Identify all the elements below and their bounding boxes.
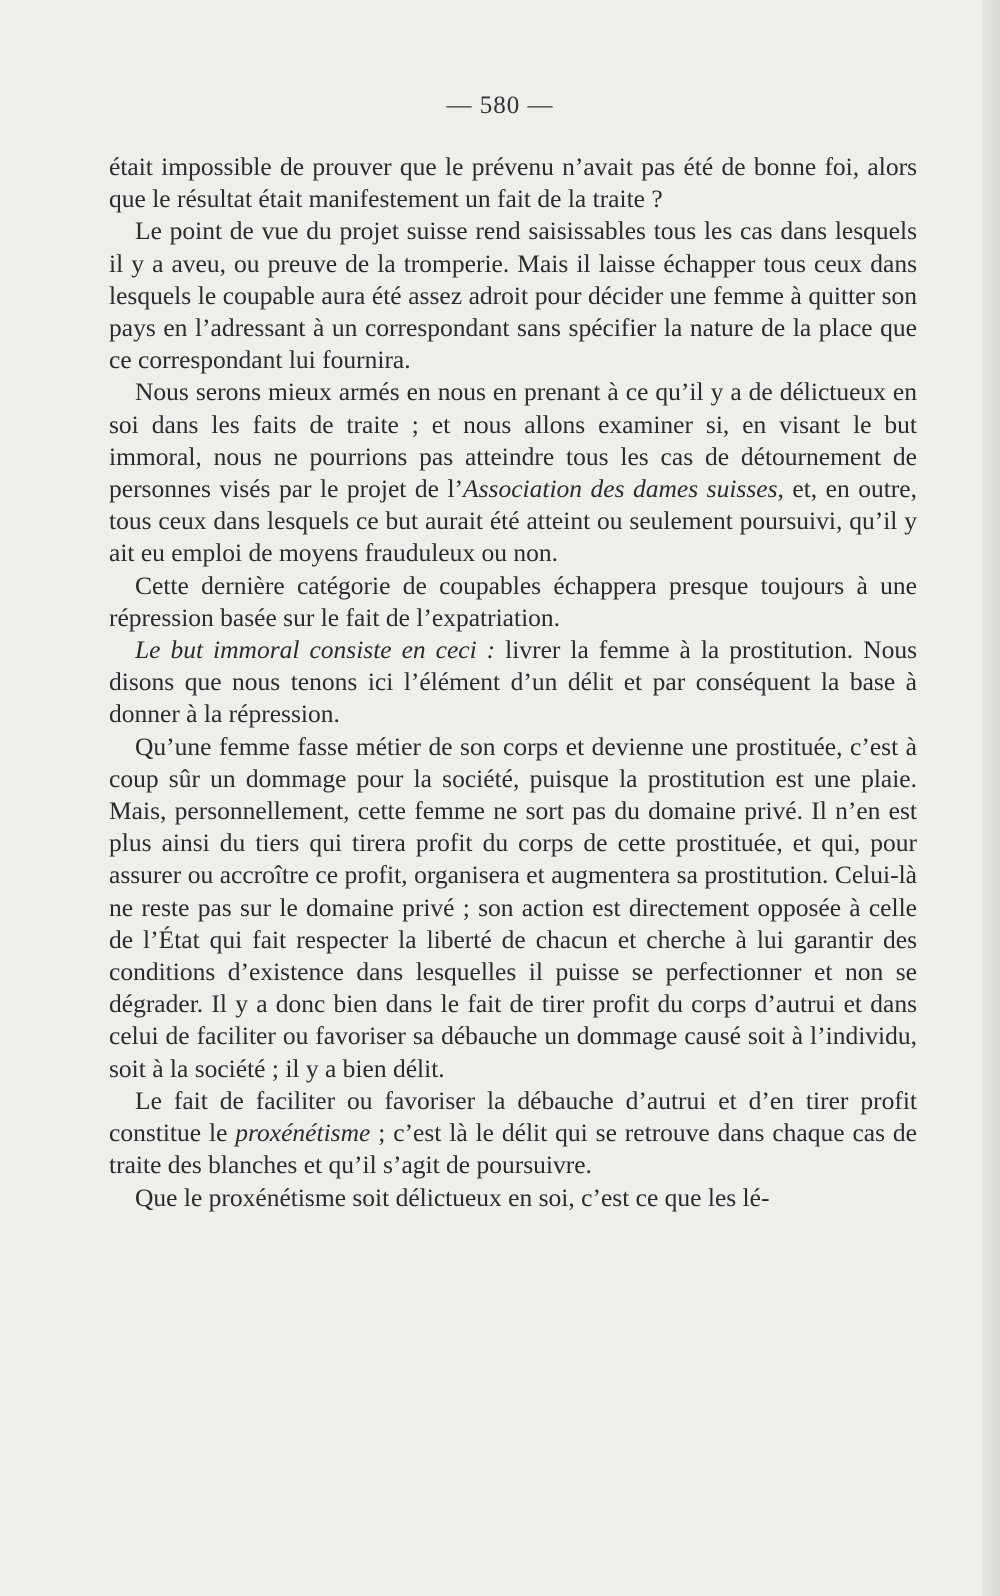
text-segment: livrer la femme à la prostitution. Nous disons que nous tenons ici l’élément d’un délit et par conséquent la base à donner à la répression. [109,635,917,729]
paragraph [109,1085,917,1182]
page-number: — 580 — [446,92,554,119]
italic-segment: proxénétisme [235,1118,371,1148]
page-edge [982,0,1000,1596]
text-segment: était impossible de prouver que le prévenu n’avait pas été de bonne foi, alors que le résultat était manifestement un fait de la traite ? [109,152,917,214]
italic-segment: Le but immoral consiste en ceci : [135,635,496,665]
text-segment: , et, en outre, tous ceux dans lesquels ce but aurait été atteint ou seulement poursuivi, qu’il y ait eu emploi de moyens frauduleux ou non. [109,474,917,568]
text-segment: Cette dernière catégorie de coupables échappera presque toujours à une répression basée sur le fait de l’expatriation. [109,570,917,632]
italic-segment: Association des dames suisses [463,474,778,504]
paragraph [109,215,917,376]
paragraph [109,151,917,215]
text-segment: ; c’est là le délit qui se retrouve dans chaque cas de traite des blanches et qu’il s’agit de poursuivre. [109,1118,917,1180]
text-segment: Le point de vue du projet suisse rend saisissables tous les cas dans lesquels il y a aveu, ou preuve de la tromperie. Mais il laisse échapper tous ceux dans lesquels le coupable aura été assez adroit pour décider une femme à quitter son pays en l’adressant à un correspondant sans spécifier la nature de la place que ce correspondant lui fournira. [109,216,917,375]
text-segment: Qu’une femme fasse métier de son corps et devienne une prostituée, c’est à coup sûr un dommage pour la société, puisque la prostitution est une plaie. Mais, personnellement, cette femme ne sort pas du domaine privé. Il n’en est plus ainsi du tiers qui tirera profit du corps de cette prostituée, et qui, pour assurer ou accroître ce profit, organisera et augmentera sa prostitution. Celui-là ne reste pas sur le domaine privé ; son action est directement opposée à celle de l’État qui fait respecter la liberté de chacun et cherche à lui garantir des conditions d’existence dans lesquelles il puisse se perfectionner et non se dégrader. Il y a donc bien dans le fait de tirer profit du corps d’autrui et dans celui de faciliter ou favoriser sa débauche un dommage causé soit à l’individu, soit à la société ; il y a bien délit. [109,731,917,1083]
paragraph [109,1182,917,1214]
paragraph [109,634,917,731]
paragraph [109,731,917,1085]
body-text [109,151,917,1214]
text-segment: Le fait de faciliter ou favoriser la débauche d’autrui et d’en tirer profit constitue le [109,1085,917,1148]
paragraph [109,376,917,569]
paragraph [109,570,917,634]
text-segment: Nous serons mieux armés en nous en prenant à ce qu’il y a de délictueux en soi dans les faits de traite ; et nous allons examiner si, en visant le but immoral, nous ne pourrions pas atteindre tous les cas de détournement de personnes visés par le projet de l’ [109,377,917,504]
text-segment: Que le proxénétisme soit délictueux en soi, c’est ce que les lé- [135,1182,770,1212]
